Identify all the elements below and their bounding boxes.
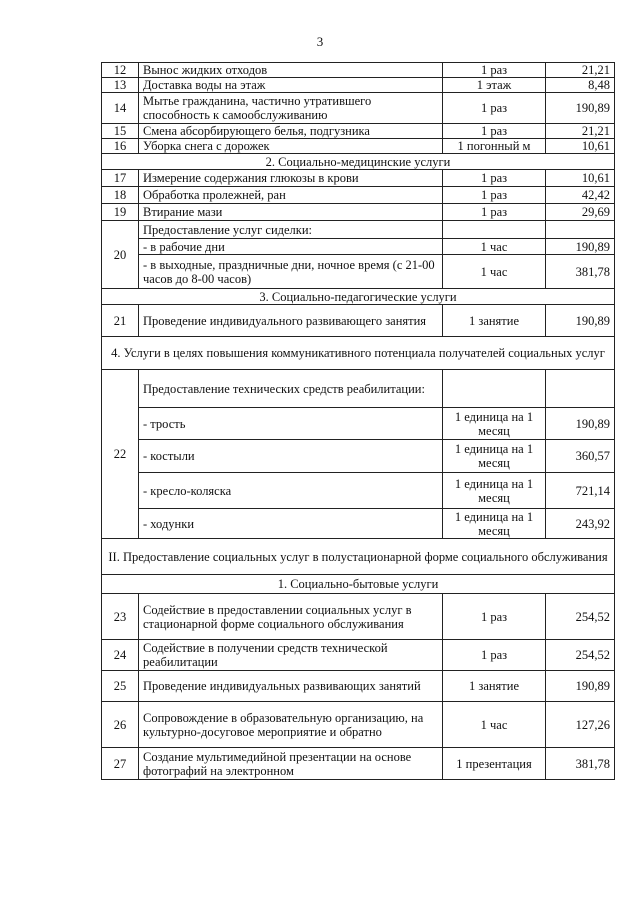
service-name: Сопровождение в образовательную организацию, на культурно-досуговое мероприятие и обратно — [139, 702, 443, 748]
row-number: 22 — [102, 370, 139, 539]
service-name: Предоставление технических средств реабилитации: — [139, 370, 443, 408]
table-row — [102, 139, 615, 154]
row-number: 15 — [102, 124, 139, 139]
unit-cell: 1 час — [443, 702, 546, 748]
unit-cell: 1 раз — [443, 594, 546, 640]
service-name: Втирание мази — [139, 204, 443, 221]
service-name: Доставка воды на этаж — [139, 78, 443, 93]
price-cell: 190,89 — [546, 671, 615, 702]
sub-service-name: - костыли — [139, 440, 443, 473]
price-cell: 254,52 — [546, 640, 615, 671]
row-number: 25 — [102, 671, 139, 702]
row-number: 18 — [102, 187, 139, 204]
sub-row — [102, 255, 615, 289]
unit-cell: 1 раз — [443, 187, 546, 204]
unit-cell: 1 единица на 1 месяц — [443, 509, 546, 539]
price-cell: 8,48 — [546, 78, 615, 93]
price-cell — [546, 370, 615, 408]
service-name: Содействие в предоставлении социальных услуг в стационарной форме социального обслуживания — [139, 594, 443, 640]
service-name: Содействие в получении средств технической реабилитации — [139, 640, 443, 671]
price-cell: 190,89 — [546, 93, 615, 124]
service-name: Измерение содержания глюкозы в крови — [139, 170, 443, 187]
unit-cell: 1 этаж — [443, 78, 546, 93]
price-cell: 721,14 — [546, 473, 615, 509]
sub-row — [102, 440, 615, 473]
unit-cell: 1 презентация — [443, 748, 546, 780]
price-cell: 254,52 — [546, 594, 615, 640]
table-row — [102, 187, 615, 204]
sub-service-name: - трость — [139, 408, 443, 440]
service-name: Уборка снега с дорожек — [139, 139, 443, 154]
price-cell: 10,61 — [546, 139, 615, 154]
unit-cell: 1 единица на 1 месяц — [443, 473, 546, 509]
price-cell: 190,89 — [546, 408, 615, 440]
service-name: Предоставление услуг сиделки: — [139, 221, 443, 239]
table-row — [102, 63, 615, 78]
row-number: 23 — [102, 594, 139, 640]
unit-cell: 1 час — [443, 239, 546, 255]
row-number: 16 — [102, 139, 139, 154]
service-name: Проведение индивидуальных развивающих занятий — [139, 671, 443, 702]
row-number: 14 — [102, 93, 139, 124]
table-row — [102, 748, 615, 780]
table-row — [102, 594, 615, 640]
section-row — [102, 575, 615, 594]
price-cell: 21,21 — [546, 63, 615, 78]
row-number: 17 — [102, 170, 139, 187]
table-row — [102, 370, 615, 408]
section-heading: 3. Социально-педагогические услуги — [102, 289, 615, 305]
unit-cell — [443, 221, 546, 239]
sub-row — [102, 473, 615, 509]
section-row — [102, 154, 615, 170]
price-cell: 360,57 — [546, 440, 615, 473]
sub-service-name: - ходунки — [139, 509, 443, 539]
unit-cell: 1 раз — [443, 124, 546, 139]
unit-cell: 1 единица на 1 месяц — [443, 440, 546, 473]
row-number: 20 — [102, 221, 139, 289]
row-number: 19 — [102, 204, 139, 221]
unit-cell: 1 погонный м — [443, 139, 546, 154]
price-cell — [546, 221, 615, 239]
sub-service-name: - в рабочие дни — [139, 239, 443, 255]
unit-cell: 1 единица на 1 месяц — [443, 408, 546, 440]
sub-row — [102, 408, 615, 440]
unit-cell: 1 час — [443, 255, 546, 289]
section-heading: 4. Услуги в целях повышения коммуникативного потенциала получателей социальных услуг — [102, 337, 615, 370]
table-row — [102, 93, 615, 124]
section-heading: 1. Социально-бытовые услуги — [102, 575, 615, 594]
unit-cell: 1 раз — [443, 93, 546, 124]
service-name: Вынос жидких отходов — [139, 63, 443, 78]
price-cell: 21,21 — [546, 124, 615, 139]
service-name: Обработка пролежней, ран — [139, 187, 443, 204]
price-cell: 381,78 — [546, 748, 615, 780]
price-cell: 127,26 — [546, 702, 615, 748]
table-row — [102, 221, 615, 239]
service-name: Проведение индивидуального развивающего занятия — [139, 305, 443, 337]
row-number: 27 — [102, 748, 139, 780]
price-cell: 381,78 — [546, 255, 615, 289]
unit-cell — [443, 370, 546, 408]
unit-cell: 1 раз — [443, 63, 546, 78]
service-name: Мытье гражданина, частично утратившего способность к самообслуживанию — [139, 93, 443, 124]
price-cell: 10,61 — [546, 170, 615, 187]
service-name: Создание мультимедийной презентации на основе фотографий на электронном — [139, 748, 443, 780]
row-number: 24 — [102, 640, 139, 671]
sub-row — [102, 239, 615, 255]
table-row — [102, 305, 615, 337]
row-number: 26 — [102, 702, 139, 748]
section-row — [102, 289, 615, 305]
unit-cell: 1 раз — [443, 204, 546, 221]
sub-row — [102, 509, 615, 539]
table-row — [102, 671, 615, 702]
row-number: 13 — [102, 78, 139, 93]
unit-cell: 1 раз — [443, 170, 546, 187]
row-number: 21 — [102, 305, 139, 337]
table-row — [102, 204, 615, 221]
section-heading: 2. Социально-медицинские услуги — [102, 154, 615, 170]
sub-service-name: - в выходные, праздничные дни, ночное время (с 21-00 часов до 8-00 часов) — [139, 255, 443, 289]
price-cell: 190,89 — [546, 305, 615, 337]
table-row — [102, 78, 615, 93]
page-number: 3 — [316, 34, 324, 49]
unit-cell: 1 раз — [443, 640, 546, 671]
section-row — [102, 337, 615, 370]
service-name: Смена абсорбирующего белья, подгузника — [139, 124, 443, 139]
row-number: 12 — [102, 63, 139, 78]
price-cell: 243,92 — [546, 509, 615, 539]
price-cell: 42,42 — [546, 187, 615, 204]
section-row — [102, 539, 615, 575]
tariff-table — [101, 62, 615, 780]
table-row — [102, 170, 615, 187]
table-row — [102, 640, 615, 671]
price-cell: 29,69 — [546, 204, 615, 221]
table-row — [102, 702, 615, 748]
table-row — [102, 124, 615, 139]
section-heading: II. Предоставление социальных услуг в полустационарной форме социального обслуживания — [102, 539, 615, 575]
price-cell: 190,89 — [546, 239, 615, 255]
unit-cell: 1 занятие — [443, 671, 546, 702]
sub-service-name: - кресло-коляска — [139, 473, 443, 509]
unit-cell: 1 занятие — [443, 305, 546, 337]
